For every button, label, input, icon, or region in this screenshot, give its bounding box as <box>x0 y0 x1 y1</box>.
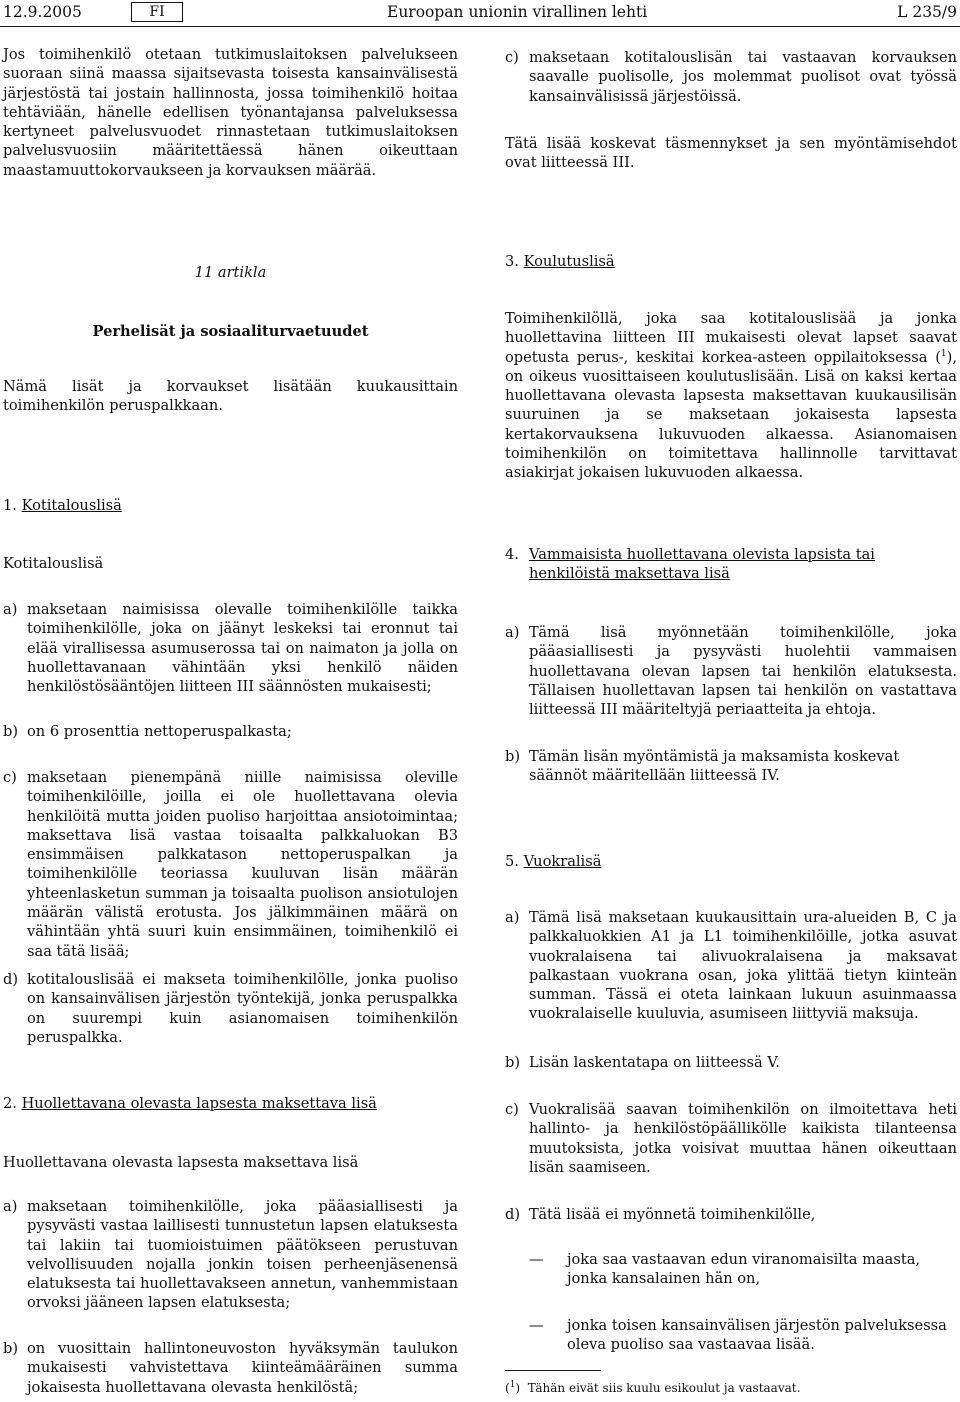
journal-title: Euroopan unionin virallinen lehti <box>387 3 648 21</box>
list-item <box>505 747 957 789</box>
item-text: Tämän lisän myöntämistä ja maksamista koskevat säännöt määritellään liitteessä IV. <box>529 748 900 785</box>
section-2-number: 2. <box>3 1095 17 1112</box>
item-label: b) <box>505 748 521 765</box>
page-reference: L 235/9 <box>897 3 957 21</box>
item-text: on 6 prosenttia nettoperuspalkasta; <box>27 723 292 740</box>
item-text: kotitalouslisää ei makseta toimihenkilölle, jonka puoliso on kansainvälisen järjestön työntekijä, jonka peruspalkka on suurempi kuin asianomaisen toimihenkilön peruspalkka. <box>27 971 458 1046</box>
section-3-paragraph <box>505 309 957 483</box>
section-2-title: Huollettavana olevasta lapsesta maksettava lisä <box>21 1095 377 1112</box>
item-text: Vuokralisää saavan toimihenkilön on ilmoitettava heti hallinto- ja henkilöstöpäällikölle kaikista tilanteensa muutoksista, jotka voisivat muuttaa hänen oikeuttaan lisän saamiseen. <box>529 1101 957 1176</box>
section-3-title: Koulutuslisä <box>523 253 615 270</box>
item-label: c) <box>505 49 519 66</box>
dash-marker: — <box>529 1251 544 1268</box>
item-label: a) <box>3 601 18 618</box>
section-2-subtitle: Huollettavana olevasta lapsesta maksettava lisä <box>3 1154 359 1171</box>
dash-text: joka saa vastaavan edun viranomaisilta maasta, jonka kansalainen hän on, <box>567 1251 921 1288</box>
dash-item <box>505 1250 957 1292</box>
dash-item <box>505 1316 957 1358</box>
article-intro: Nämä lisät ja korvaukset lisätään kuukausittain toimihenkilön peruspalkkaan. <box>3 378 458 415</box>
footnote: ($^1$) Tähän eivät siis kuulu esikoulut ja vastaavat. <box>505 1380 801 1395</box>
header-rule <box>0 26 960 27</box>
item-text: Tämä lisä myönnetään toimihenkilölle, joka pääasiallisesti ja pysyvästi huolehtii vammaisen huollettavana olevan lapsen tai henkilön elatuksesta. Tällaisen huollettavan lapsen tai henkilön on vastattava liitteessä III määriteltyjä periaatteita ja ehtoja. <box>529 624 957 719</box>
dash-marker: — <box>529 1317 544 1334</box>
section-4-title: Vammaisista huollettavana olevista lapsista tai henkilöistä maksettava lisä <box>529 546 875 583</box>
item-text: maksetaan kotitalouslisän tai vastaavan korvauksen saavalle puolisolle, jos molemmat puolisot ovat työssä kansainvälisissä järjestöissä. <box>529 49 957 105</box>
section-3-number: 3. <box>505 253 519 270</box>
annex-note: Tätä lisää koskevat täsmennykset ja sen myöntämisehdot ovat liitteessä III. <box>505 135 957 172</box>
article-title: Perhelisät ja sosiaaliturvaetuudet <box>92 323 369 340</box>
section-3-heading <box>505 252 615 271</box>
footnote-rule <box>505 1370 601 1371</box>
item-label: d) <box>3 971 19 988</box>
list-item <box>505 1100 957 1180</box>
section-5-title: Vuokralisä <box>523 853 602 870</box>
list-item <box>505 623 957 723</box>
list-item <box>3 1339 458 1399</box>
section-5-number: 5. <box>505 853 519 870</box>
section-2-heading <box>3 1094 377 1113</box>
item-text: Lisän laskentatapa on liitteessä V. <box>529 1054 780 1071</box>
intro-paragraph: Jos toimihenkilö otetaan tutkimuslaitoksen palvelukseen suoraan siinä maassa sijaitsevasta toisesta kansainvälisestä järjestöstä tai jostain hallinnosta, jossa toimihenkilö hoitaa tehtäviään, hänelle edellisen työnantajansa palveluksessa kertyneet palvelusvuodet rinnastetaan tutkimuslaitoksen palvelusvuosiin määritettäessä hänen oikeuttaan maastamuuttokorvaukseen ja korvauksen määrää. <box>3 46 458 179</box>
item-label: c) <box>505 1101 519 1118</box>
section-5-heading <box>505 852 601 871</box>
list-item <box>3 768 458 960</box>
item-label: b) <box>3 723 19 740</box>
section-3-text-end: ), on oikeus vuosittaiseen koulutuslisään. Lisä on kaksi kertaa huollettavana olevasta lapsesta maksettavan kuukausilisän suuruinen ja se maksetaan jokaisesta lapsesta kertakorvauksena lukuvuoden alkaessa. Asianomaisen toimihenkilön on toimitettava hallinnolle tarvittavat asiakirjat jokaisen lukuvuoden alkaessa. <box>505 348 957 482</box>
item-label: a) <box>505 909 520 926</box>
item-text: maksetaan pienempänä niille naimisissa oleville toimihenkilöille, joilla ei ole huollettavana olevia henkilöitä mutta joiden puoliso harjoittaa ansiotoimintaa; maksettava lisä vastaa toisaalta palkkaluokan B3 ensimmäisen palkkatason nettoperuspalkan ja toimihenkilölle teoriassa kuuluvan lisän määrän yhteenlasketun summan ja toisaalta puolison ansiotulojen määrän välistä erotusta. Jos jälkimmäinen määrä on vähintään yhtä suuri kuin ensimmäinen, toimihenkilö ei saa tätä lisää; <box>27 769 458 960</box>
list-item <box>3 1197 458 1317</box>
list-item <box>505 1205 957 1227</box>
item-label: c) <box>3 769 17 786</box>
item-label: b) <box>3 1340 19 1357</box>
section-1-heading <box>3 496 122 515</box>
footnote-reference[interactable]: 1 <box>940 348 947 359</box>
section-4-number: 4. <box>505 546 519 563</box>
item-text: maksetaan toimihenkilölle, joka pääasiallisesti ja pysyvästi vastaa laillisesti tunnustetun lapsen elatuksesta tai lakiin tai tuomioistuimen päätökseen perustuvan velvollisuuden nojalla jonkin toisen perheenjäsenensä elatuksesta tai huollettavakseen annetun, vanhemmistaan orvoksi jääneen lapsen elatuksesta; <box>27 1198 458 1312</box>
dash-text: jonka toisen kansainvälisen järjestön palveluksessa oleva puoliso saa vastaavaa lisää. <box>567 1317 947 1354</box>
language-box: FI <box>131 2 183 22</box>
item-text: Tämä lisä maksetaan kuukausittain ura-alueiden B, C ja palkkaluokkien A1 ja L1 toimihenkilöille, jotka asuvat vuokralaisena tai alivuokralaisena ja maksavat palkastaan vuokrana osan, joka ylittää tietyn kiinteän summan. Tässä ei oteta lainkaan lukuun asuinmaassa vuokralaiselle kuuluvia, asumiseen liittyviä maksuja. <box>529 909 957 1023</box>
item-text: maksetaan naimisissa olevalle toimihenkilölle taikka toimihenkilölle, joka on jäänyt leskeksi tai eronnut tai elää virallisessa asumuserossa tai on naimaton ja jolla on huollettavanaan vähintään yksi henkilö näiden henkilöstösääntöjen liitteen III säännösten mukaisesti; <box>27 601 458 696</box>
page-header <box>0 0 960 24</box>
article-number: 11 artikla <box>194 264 267 281</box>
footnote-mark: 1 <box>509 1380 516 1390</box>
item-label: b) <box>505 1054 521 1071</box>
list-item <box>3 600 458 700</box>
list-item <box>505 48 957 108</box>
list-item <box>3 970 458 1046</box>
item-label: a) <box>3 1198 18 1215</box>
section-4-heading <box>505 545 957 587</box>
section-1-title: Kotitalouslisä <box>21 497 122 514</box>
item-text: on vuosittain hallintoneuvoston hyväksymän taulukon mukaisesti vahvistettava kiinteämääräinen summa jokaisesta huollettavana olevasta henkilöstä; <box>27 1340 458 1396</box>
publication-date: 12.9.2005 <box>3 3 82 21</box>
list-item <box>3 722 458 744</box>
item-label: d) <box>505 1206 521 1223</box>
section-1-subtitle: Kotitalouslisä <box>3 555 104 572</box>
list-item <box>505 908 957 1028</box>
footnote-text: Tähän eivät siis kuulu esikoulut ja vastaavat. <box>527 1381 801 1395</box>
list-item <box>505 1053 957 1075</box>
item-text: Tätä lisää ei myönnetä toimihenkilölle, <box>529 1206 816 1223</box>
section-1-number: 1. <box>3 497 17 514</box>
item-label: a) <box>505 624 520 641</box>
section-3-text-start: Toimihenkilöllä, joka saa kotitalouslisää ja jonka huollettavina liitteen III mukaisesti olevat lapset saavat opetusta perus-, keskitai korkea-asteen oppilaitoksessa ( <box>505 310 957 366</box>
